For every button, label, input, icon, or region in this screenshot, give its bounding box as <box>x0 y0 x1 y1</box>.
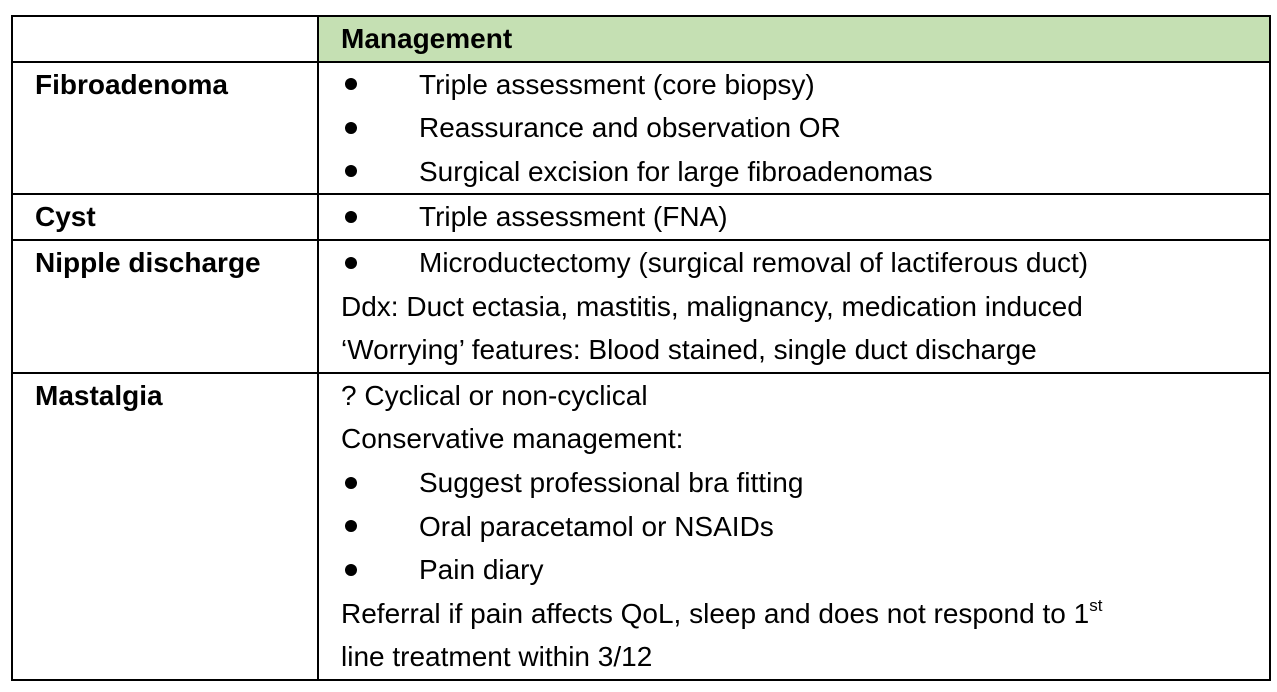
bullet-item <box>341 63 1261 107</box>
table-row <box>12 240 1270 373</box>
text-line <box>341 285 1261 329</box>
line-text: ‘Worrying’ features: Blood stained, single duct discharge <box>341 334 1037 366</box>
management-cell <box>318 62 1270 195</box>
text-line <box>341 328 1261 372</box>
line-text: Ddx: Duct ectasia, mastitis, malignancy, medication induced <box>341 290 1083 322</box>
bullet-item <box>341 548 1261 592</box>
bullet-icon <box>341 63 419 107</box>
condition-label: Fibroadenoma <box>12 62 318 195</box>
condition-label: Mastalgia <box>12 373 318 680</box>
bullet-icon <box>341 195 419 239</box>
bullet-icon <box>341 106 419 150</box>
line-text: Triple assessment (FNA) <box>419 201 728 233</box>
line-text: Reassurance and observation OR <box>419 112 841 144</box>
line-text: Microductectomy (surgical removal of lactiferous duct) <box>419 246 1089 278</box>
condition-label: Nipple discharge <box>12 240 318 373</box>
bullet-icon <box>341 241 419 285</box>
bullet-item <box>341 461 1261 505</box>
header-empty-cell <box>12 16 318 62</box>
bullet-item <box>341 150 1261 194</box>
line-text: Conservative management: <box>341 423 684 455</box>
line-text: Surgical excision for large fibroadenomas <box>419 155 933 187</box>
table-row <box>12 373 1270 680</box>
management-table <box>11 15 1271 681</box>
bullet-item <box>341 241 1261 285</box>
management-cell <box>318 240 1270 373</box>
line-text: line treatment within 3/12 <box>341 641 653 673</box>
bullet-icon <box>341 505 419 549</box>
bullet-item <box>341 106 1261 150</box>
table-body <box>12 16 1270 680</box>
management-cell <box>318 194 1270 240</box>
table-row <box>12 194 1270 240</box>
bullet-icon <box>341 461 419 505</box>
text-line <box>341 417 1261 461</box>
line-text: ? Cyclical or non-cyclical <box>341 379 648 411</box>
text-line <box>341 592 1261 636</box>
line-text: Referral if pain affects QoL, sleep and does not respond to 1 <box>341 597 1090 629</box>
line-text: Suggest professional bra fitting <box>419 466 804 498</box>
line-text: Oral paracetamol or NSAIDs <box>419 510 774 542</box>
text-line <box>341 635 1261 679</box>
bullet-icon <box>341 150 419 194</box>
bullet-item <box>341 195 1261 239</box>
text-line <box>341 374 1261 418</box>
management-cell <box>318 373 1270 680</box>
line-text: Triple assessment (core biopsy) <box>419 68 815 100</box>
header-management-cell: Management <box>318 16 1270 62</box>
condition-label: Cyst <box>12 194 318 240</box>
header-row <box>12 16 1270 62</box>
line-text: Pain diary <box>419 554 544 586</box>
bullet-icon <box>341 548 419 592</box>
bullet-item <box>341 505 1261 549</box>
table-row <box>12 62 1270 195</box>
superscript-text: st <box>1089 595 1103 615</box>
